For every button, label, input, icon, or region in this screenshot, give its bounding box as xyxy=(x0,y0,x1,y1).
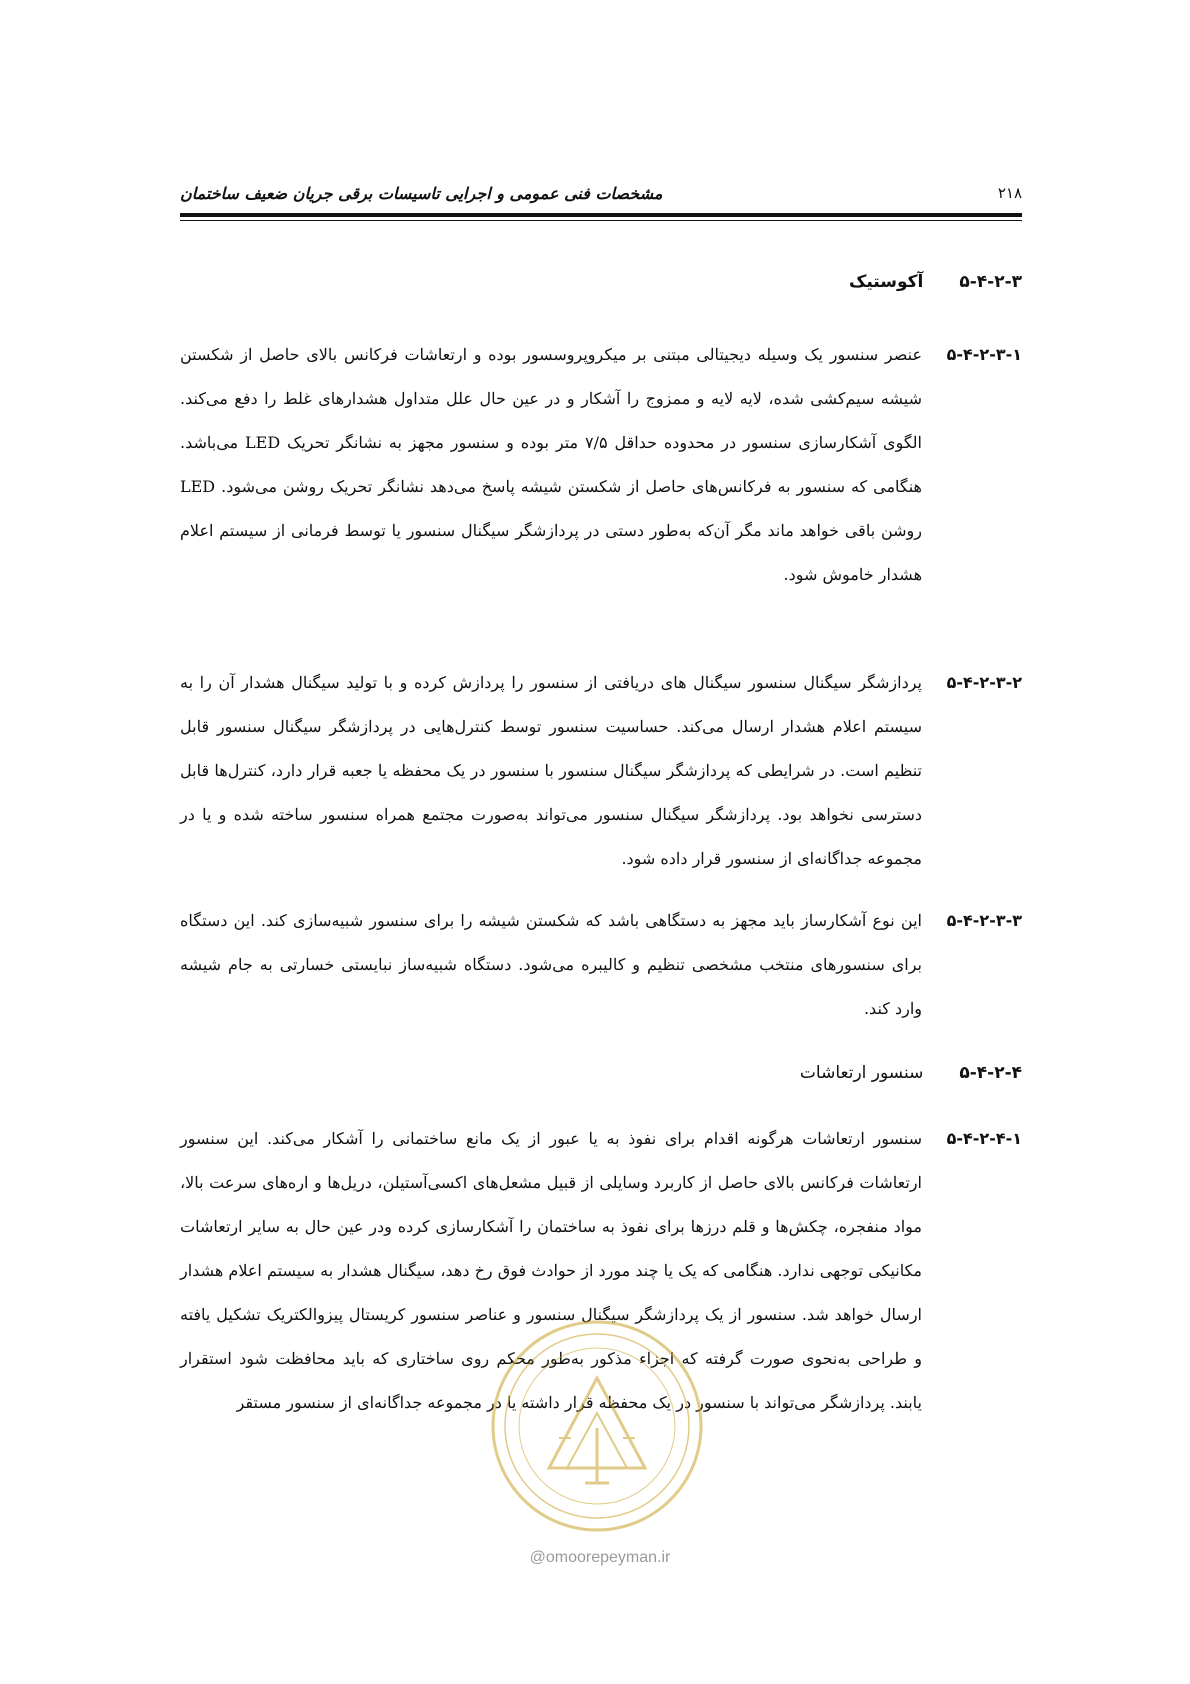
clause-5-4-2-3-1 xyxy=(180,333,1022,597)
heading-title: آکوستیک xyxy=(848,272,924,292)
clause-number: ۵-۴-۲-۳-۲ xyxy=(946,673,1022,692)
section-heading-acoustic xyxy=(422,272,1022,292)
clause-number: ۵-۴-۲-۳-۳ xyxy=(946,911,1022,930)
clause-text: این نوع آشکارساز باید مجهز به دستگاهی باشد که شکستن شیشه را برای سنسور شبیه‌سازی کند. این دستگاه برای سنسورهای منتخب مشخصی تنظیم و کالیبره می‌شود. دستگاه شبیه‌ساز نبایستی خسارتی به جام شیشه وارد کند. xyxy=(180,911,922,1018)
clause-text: پردازشگر سیگنال سنسور سیگنال های دریافتی از سنسور را پردازش کرده و با تولید سیگنال هشدار آن را به سیستم اعلام هشدار ارسال می‌کند. حساسیت سنسور توسط کنترل‌هایی در پردازشگر سیگنال سنسور قابل تنظیم است. در شرایطی که پردازشگر سیگنال سنسور با سنسور در یک محفظه یا جعبه قرار دارد، کنترل‌ها قابل دسترسی نخواهد بود. پردازشگر سیگنال سنسور می‌تواند به‌صورت مجتمع همراه سنسور ساخته شده و یا در مجموعه جداگانه‌ای از سنسور قرار داده شود. xyxy=(180,673,922,868)
clause-number: ۵-۴-۲-۳-۱ xyxy=(946,345,1022,364)
watermark-url: @omoorepeyman.ir xyxy=(529,1549,671,1566)
header-rule-thick xyxy=(180,213,1022,217)
heading-title: سنسور ارتعاشات xyxy=(799,1063,924,1083)
heading-number: ۵-۴-۲-۴ xyxy=(959,1063,1022,1083)
clause-text: عنصر سنسور یک وسیله دیجیتالی مبتنی بر میکروپروسسور بوده و ارتعاشات فرکانس بالای حاصل از شکستن شیشه سیم‌کشی شده، لایه لایه و ممزوج را آشکار و در عین حال علل متداول هشدارهای غلط را دفع می‌کند. الگوی آشکارسازی سنسور در محدوده حداقل ۷/۵ متر بوده و سنسور مجهز به نشانگر تحریک LED می‌باشد. هنگامی که سنسور به فرکانس‌های حاصل از شکستن شیشه پاسخ می‌دهد نشانگر تحریک روشن می‌شود. LED روشن باقی خواهد ماند مگر آن‌که به‌طور دستی در پردازشگر سیگنال سنسور یا توسط فرمانی از سیستم اعلام هشدار خاموش شود. xyxy=(180,345,923,584)
page-number: ۲۱۸ xyxy=(997,184,1022,202)
running-title: مشخصات فنی عمومی و اجرایی تاسیسات برقی جریان ضعیف ساختمان xyxy=(180,183,663,203)
clause-number: ۵-۴-۲-۴-۱ xyxy=(946,1129,1022,1148)
heading-number: ۵-۴-۲-۳ xyxy=(959,272,1022,292)
section-heading-vibration-sensor xyxy=(422,1063,1022,1083)
clause-5-4-2-4-1 xyxy=(180,1117,1022,1425)
header-rule-thin xyxy=(180,220,1022,221)
clause-5-4-2-3-3 xyxy=(180,899,1022,1031)
clause-text: سنسور ارتعاشات هرگونه اقدام برای نفوذ به یا عبور از یک مانع ساختمانی را آشکار می‌کند. این سنسور ارتعاشات فرکانس بالای حاصل از کاربرد وسایلی از قبیل مشعل‌های اکسی‌آستیلن، دریل‌ها و اره‌های سرعت بالا، مواد منفجره، چکش‌ها و قلم درزها برای نفوذ به ساختمان را آشکارسازی کرده ودر عین حال به سایر ارتعاشات مکانیکی توجهی ندارد. هنگامی که یک یا چند مورد از حوادث فوق رخ دهد، سیگنال هشدار به سیستم اعلام هشدار ارسال خواهد شد. سنسور از یک پردازشگر سیگنال سنسور و عناصر سنسور کریستال پیزوالکتریک تشکیل یافته و طراحی به‌نحوی صورت گرفته که اجزاء مذکور به‌طور محکم روی ساختاری که باید محافظت شود استقرار یابند. پردازشگر می‌تواند با سنسور در یک محفظه قرار داشته یا در مجموعه جداگانه‌ای از سنسور مستقر xyxy=(180,1129,923,1412)
running-header xyxy=(180,182,1022,204)
clause-5-4-2-3-2 xyxy=(180,661,1022,881)
